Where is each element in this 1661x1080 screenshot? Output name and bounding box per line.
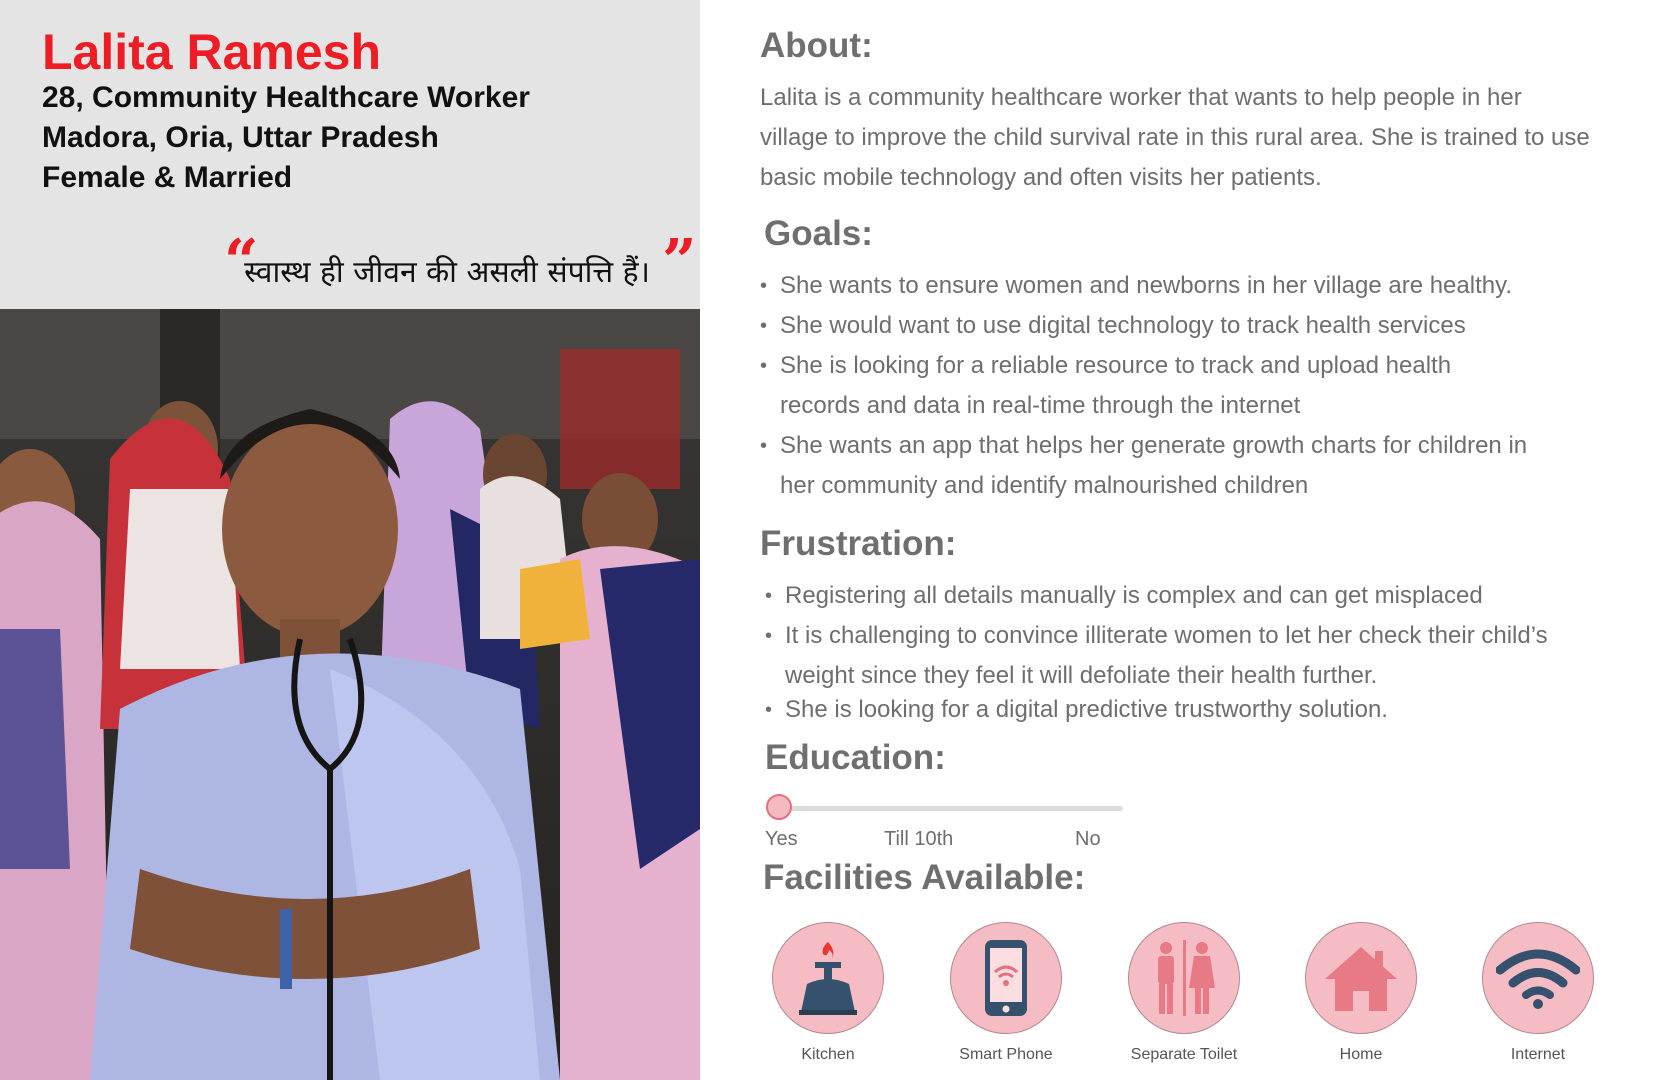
- persona-gender-status: Female & Married: [42, 161, 293, 194]
- goals-list: [760, 266, 1580, 506]
- education-label-till-10th: Till 10th: [884, 828, 954, 850]
- facility-internet: [1468, 922, 1608, 1064]
- persona-location: Madora, Oria, Uttar Pradesh: [42, 121, 439, 154]
- education-label-yes: Yes: [765, 828, 798, 850]
- about-text: Lalita is a community healthcare worker that wants to help people in her village to improve the child survival rate in this rural area. She is trained to use basic mobile technology and often visits her patients.: [760, 84, 1590, 191]
- list-item: • She wants an app that helps her generate growth charts for children in her community and identify malnourished children: [760, 426, 1580, 506]
- facility-label: Separate Toilet: [1130, 1046, 1238, 1063]
- education-slider-thumb[interactable]: [766, 794, 792, 820]
- persona-header: [0, 0, 700, 309]
- quote-close-icon: ”: [662, 227, 697, 297]
- frustration-list: [765, 576, 1585, 726]
- persona-quote: स्वास्थ ही जीवन की असली संपत्ति हैं।: [244, 255, 650, 290]
- home-icon: [1305, 922, 1417, 1034]
- facility-kitchen: [758, 922, 898, 1064]
- persona-name: Lalita Ramesh: [42, 24, 382, 80]
- stove-icon: [772, 922, 884, 1034]
- frustration-heading: Frustration:: [760, 524, 957, 563]
- facility-label: Kitchen: [801, 1046, 855, 1063]
- list-item: • She is looking for a reliable resource to track and upload health records and data in real-time through the internet: [760, 346, 1580, 426]
- facility-home: [1291, 922, 1431, 1064]
- persona-photo: [0, 309, 700, 1080]
- facilities-heading: Facilities Available:: [763, 858, 1086, 897]
- list-item: • She is looking for a digital predictive trustworthy solution.: [765, 694, 1585, 726]
- persona-panel: [0, 0, 700, 1080]
- smartphone-icon: [950, 922, 1062, 1034]
- about-heading: About:: [760, 26, 873, 65]
- facility-smartphone: [936, 922, 1076, 1064]
- wifi-icon: [1482, 922, 1594, 1034]
- list-item: • She wants to ensure women and newborns in her village are healthy.: [760, 266, 1580, 306]
- facility-label: Smart Phone: [959, 1046, 1053, 1063]
- list-item: • It is challenging to convince illiterate women to let her check their child’s weight since they feel it will defoliate their health further.: [765, 616, 1585, 696]
- list-item: • Registering all details manually is complex and can get misplaced: [765, 576, 1585, 616]
- education-heading: Education:: [765, 738, 946, 777]
- facility-separate-toilet: [1114, 922, 1254, 1064]
- goals-heading: Goals:: [764, 214, 873, 253]
- quote-open-icon: “: [224, 227, 259, 297]
- education-slider[interactable]: [768, 806, 1123, 811]
- list-item: • She would want to use digital technology to track health services: [760, 306, 1580, 346]
- persona-age-occupation: 28, Community Healthcare Worker: [42, 81, 530, 114]
- persona-details: [760, 0, 1640, 1080]
- toilet-icon: [1128, 922, 1240, 1034]
- facility-label: Home: [1339, 1046, 1383, 1063]
- facility-label: Internet: [1510, 1046, 1566, 1063]
- education-label-no: No: [1075, 828, 1101, 850]
